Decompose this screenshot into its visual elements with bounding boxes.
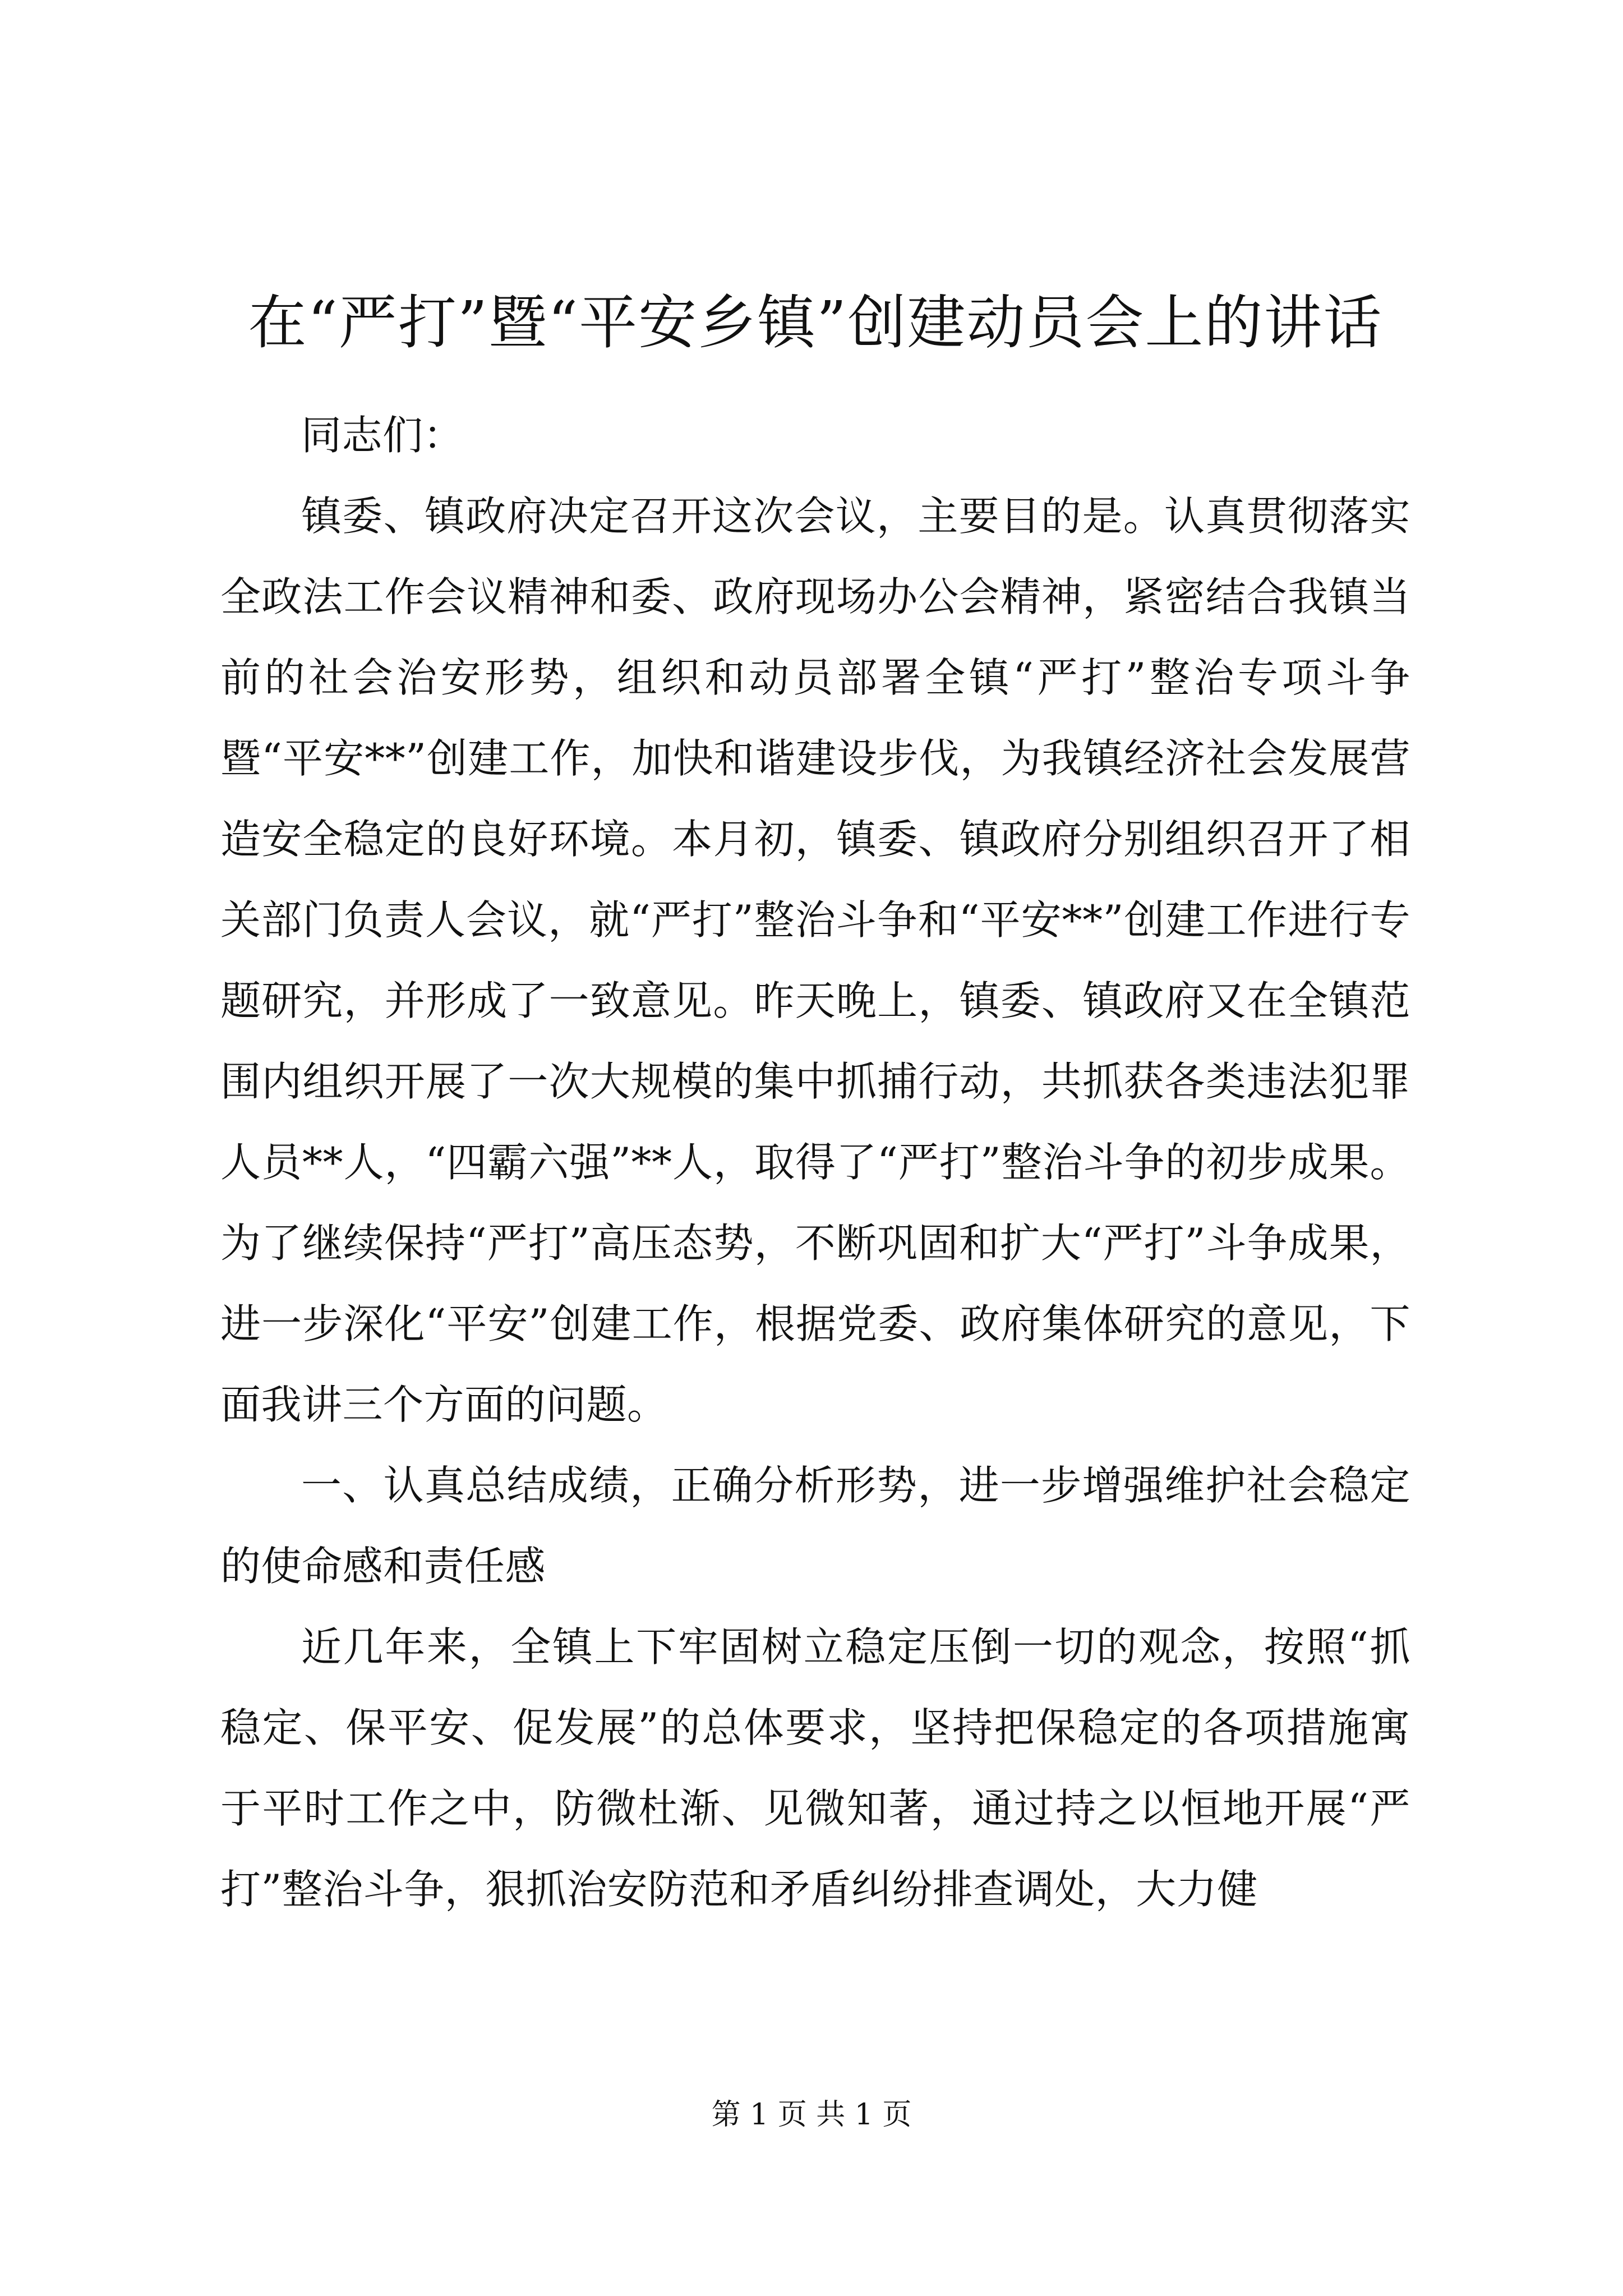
page-footer: 第 1 页 共 1 页 (711, 2098, 912, 2132)
section-heading-1: 一、认真总结成绩，正确分析形势，进一步增强维护社会稳定的使命感和责任感 (220, 1462, 1410, 1590)
document-title: 在“严打”暨“平安乡镇”创建动员会上的讲话 (248, 288, 1383, 357)
paragraph-section-1: 近几年来，全镇上下牢固树立稳定压倒一切的观念，按照“抓稳定、保平安、促发展”的总体要求，坚持把保稳定的各项措施寓于平时工作之中，防微杜渐、见微知著，通过持之以恒地开展“严打”整治斗争，狠抓治安防范和矛盾纠纷排查调处，大力健 (220, 1623, 1410, 1913)
document-body (220, 395, 1410, 1930)
document-content (220, 269, 1410, 1930)
salutation: 同志们： (301, 412, 464, 459)
paragraph-intro: 镇委、镇政府决定召开这次会议，主要目的是。认真贯彻落实全政法工作会议精神和委、政府现场办公会精神，紧密结合我镇当前的社会治安形势，组织和动员部署全镇“严打”整治专项斗争暨“平安**”创建工作，加快和谐建设步伐，为我镇经济社会发展营造安全稳定的良好环境。本月初，镇委、镇政府分别组织召开了相关部门负责人会议，就“严打”整治斗争和“平安**”创建工作进行专题研究，并形成了一致意见。昨天晚上，镇委、镇政府又在全镇范围内组织开展了一次大规模的集中抓捕行动，共抓获各类违法犯罪人员**人，“四霸六强”**人，取得了“严打”整治斗争的初步成果。为了继续保持“严打”高压态势，不断巩固和扩大“严打”斗争成果，进一步深化“平安”创建工作，根据党委、政府集体研究的意见，下面我讲三个方面的问题。 (220, 493, 1410, 1428)
